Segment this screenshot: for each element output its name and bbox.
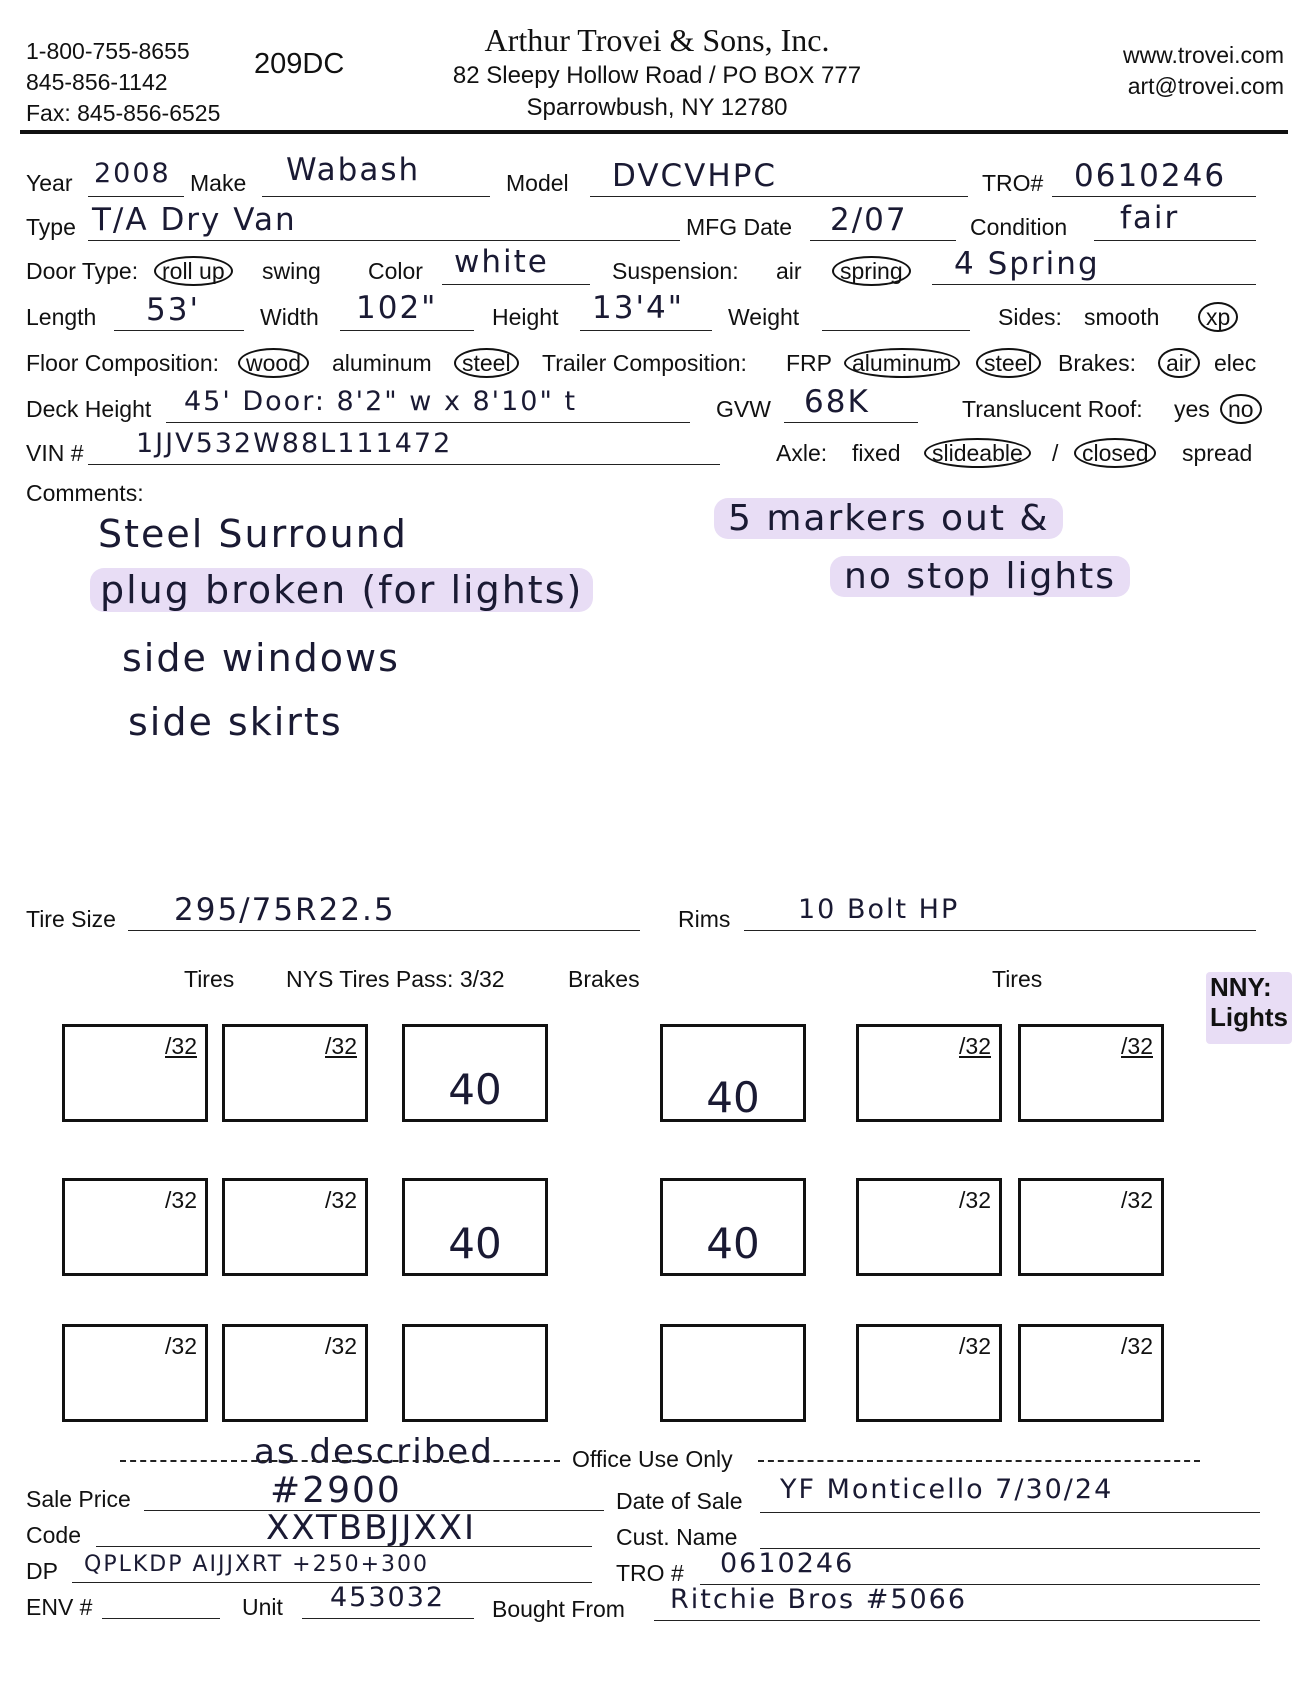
suspension-note[interactable]: 4 Spring — [954, 246, 1100, 282]
company-email[interactable]: art@trovei.com — [1127, 73, 1284, 99]
sides-option-smooth[interactable]: smooth — [1084, 304, 1160, 330]
unit-value[interactable]: 453032 — [330, 1582, 446, 1613]
tire-box-left-1-a[interactable]: /32 — [62, 1024, 208, 1122]
tro-bottom-value[interactable]: 0610246 — [720, 1548, 855, 1579]
floor-option-aluminum[interactable]: aluminum — [332, 350, 432, 376]
brakes-label: Brakes: — [1058, 350, 1136, 376]
trailer-option-aluminum[interactable]: aluminum — [850, 350, 954, 377]
office-divider-right — [758, 1460, 1200, 1462]
length-label: Length — [26, 304, 97, 330]
roof-option-yes[interactable]: yes — [1174, 396, 1210, 422]
as-described-note: as described — [254, 1432, 494, 1472]
brake-box-left-2[interactable]: 40 — [402, 1178, 548, 1276]
tro-value[interactable]: 0610246 — [1074, 158, 1227, 194]
axle-option-fixed[interactable]: fixed — [852, 440, 901, 466]
tire-box-left-1-b[interactable]: /32 — [222, 1024, 368, 1122]
height-value[interactable]: 13'4" — [592, 290, 684, 326]
sale-price-value[interactable]: #2900 — [270, 1470, 402, 1511]
header-divider — [20, 130, 1288, 134]
env-label: ENV # — [26, 1594, 93, 1620]
year-label: Year — [26, 170, 73, 196]
comment-line-4: side skirts — [128, 700, 343, 744]
tire-box-right-3-b[interactable]: /32 — [1018, 1324, 1164, 1422]
form-code: 209DC — [254, 48, 345, 80]
make-value[interactable]: Wabash — [286, 152, 421, 188]
tro-label: TRO# — [982, 170, 1044, 196]
comment-line-1: Steel Surround — [98, 512, 408, 556]
gvw-label: GVW — [716, 396, 771, 422]
bought-from-value[interactable]: Ritchie Bros #5066 — [670, 1584, 968, 1615]
suspension-label: Suspension: — [612, 258, 739, 284]
trailer-option-frp[interactable]: FRP — [786, 350, 832, 376]
tro-bottom-label: TRO # — [616, 1560, 684, 1586]
office-divider-left — [120, 1460, 560, 1462]
gvw-value[interactable]: 68K — [804, 384, 870, 420]
door-option-swing[interactable]: swing — [262, 258, 321, 284]
length-value[interactable]: 53' — [146, 292, 200, 328]
tire-box-right-1-b[interactable]: /32 — [1018, 1024, 1164, 1122]
axle-option-spread[interactable]: spread — [1182, 440, 1253, 466]
year-value[interactable]: 2008 — [94, 158, 171, 189]
brakes-option-elec[interactable]: elec — [1214, 350, 1257, 376]
tires-left-header: Tires — [184, 966, 235, 992]
tire-box-left-3-a[interactable]: /32 — [62, 1324, 208, 1422]
tire-box-right-2-a[interactable]: /32 — [856, 1178, 1002, 1276]
tire-size-label: Tire Size — [26, 906, 116, 932]
axle-label: Axle: — [776, 440, 828, 466]
color-value[interactable]: white — [454, 244, 549, 280]
vin-label: VIN # — [26, 440, 84, 466]
tire-size-value[interactable]: 295/75R22.5 — [174, 892, 396, 928]
tire-box-right-1-a[interactable]: /32 — [856, 1024, 1002, 1122]
model-label: Model — [506, 170, 569, 196]
color-label: Color — [368, 258, 423, 284]
phone-2: 845-856-1142 — [26, 69, 168, 95]
office-use-label: Office Use Only — [572, 1446, 733, 1472]
cust-name-label: Cust. Name — [616, 1524, 738, 1550]
floor-composition-label: Floor Composition: — [26, 350, 220, 376]
comment-line-3: side windows — [122, 636, 400, 680]
deck-height-value[interactable]: 45' Door: 8'2" w x 8'10" t — [184, 386, 578, 417]
rims-label: Rims — [678, 906, 731, 932]
dp-label: DP — [26, 1558, 58, 1584]
suspension-option-spring[interactable]: spring — [838, 258, 905, 285]
floor-option-wood[interactable]: wood — [244, 350, 303, 377]
brake-box-left-1[interactable]: 40 — [402, 1024, 548, 1122]
brake-box-right-2[interactable]: 40 — [660, 1178, 806, 1276]
nny-lights-note: NNY: Lights — [1206, 972, 1292, 1044]
axle-option-slideable[interactable]: slideable — [930, 440, 1025, 467]
weight-label: Weight — [728, 304, 800, 330]
unit-label: Unit — [242, 1594, 283, 1620]
condition-value[interactable]: fair — [1120, 200, 1180, 236]
mfg-date-value[interactable]: 2/07 — [830, 202, 908, 238]
brake-box-right-3[interactable] — [660, 1324, 806, 1422]
sides-label: Sides: — [998, 304, 1062, 330]
axle-option-closed[interactable]: closed — [1080, 440, 1150, 467]
door-option-roll-up[interactable]: roll up — [160, 258, 227, 285]
comment-right-2: no stop lights — [830, 556, 1130, 597]
door-type-label: Door Type: — [26, 258, 139, 284]
condition-label: Condition — [970, 214, 1068, 240]
brake-box-left-3[interactable] — [402, 1324, 548, 1422]
width-label: Width — [260, 304, 319, 330]
make-label: Make — [190, 170, 247, 196]
rims-value[interactable]: 10 Bolt HP — [798, 894, 960, 925]
company-address-1: 82 Sleepy Hollow Road / PO BOX 777 — [452, 62, 862, 89]
tire-box-right-2-b[interactable]: /32 — [1018, 1178, 1164, 1276]
tire-box-left-2-b[interactable]: /32 — [222, 1178, 368, 1276]
deck-height-label: Deck Height — [26, 396, 152, 422]
brake-box-right-1[interactable]: 40 — [660, 1024, 806, 1122]
date-of-sale-label: Date of Sale — [616, 1488, 743, 1514]
type-label: Type — [26, 214, 76, 240]
dp-value[interactable]: QPLKDP AIJJXRT +250+300 — [84, 1552, 430, 1577]
width-value[interactable]: 102" — [356, 290, 438, 326]
height-label: Height — [492, 304, 559, 330]
code-label: Code — [26, 1522, 81, 1548]
comments-label: Comments: — [26, 480, 144, 506]
comment-line-2: plug broken (for lights) — [90, 568, 593, 612]
company-address-2: Sparrowbush, NY 12780 — [526, 94, 788, 121]
vin-value[interactable]: 1JJV532W88L111472 — [136, 428, 453, 459]
tires-right-header: Tires — [992, 966, 1043, 992]
company-website[interactable]: www.trovei.com — [1122, 42, 1284, 68]
brakes-column-header: Brakes — [568, 966, 640, 992]
model-value[interactable]: DVCVHPC — [612, 158, 778, 194]
translucent-roof-label: Translucent Roof: — [962, 396, 1143, 422]
mfg-date-label: MFG Date — [686, 214, 793, 240]
trailer-composition-label: Trailer Composition: — [542, 350, 747, 376]
tire-box-left-2-a[interactable]: /32 — [62, 1178, 208, 1276]
date-of-sale-value[interactable]: YF Monticello 7/30/24 — [780, 1474, 1114, 1505]
tire-box-right-3-a[interactable]: /32 — [856, 1324, 1002, 1422]
trailer-option-steel[interactable]: steel — [982, 350, 1035, 377]
sale-price-label: Sale Price — [26, 1486, 131, 1512]
nys-tires-header: NYS Tires Pass: 3/32 — [286, 966, 505, 992]
suspension-option-air[interactable]: air — [776, 258, 802, 284]
bought-from-label: Bought From — [492, 1596, 625, 1622]
fax-number: Fax: 845-856-6525 — [26, 100, 221, 126]
comment-right-1: 5 markers out & — [714, 498, 1063, 539]
type-value[interactable]: T/A Dry Van — [92, 202, 297, 238]
tire-box-left-3-b[interactable]: /32 — [222, 1324, 368, 1422]
brakes-option-air[interactable]: air — [1164, 350, 1194, 377]
roof-option-no[interactable]: no — [1226, 396, 1256, 423]
axle-separator: / — [1052, 440, 1059, 466]
sides-option-xp[interactable]: xp — [1204, 304, 1232, 331]
company-name: Arthur Trovei & Sons, Inc. — [484, 22, 830, 58]
phone-1: 1-800-755-8655 — [26, 38, 190, 64]
code-value[interactable]: XXTBBJJXXI — [266, 1508, 477, 1548]
floor-option-steel[interactable]: steel — [460, 350, 513, 377]
